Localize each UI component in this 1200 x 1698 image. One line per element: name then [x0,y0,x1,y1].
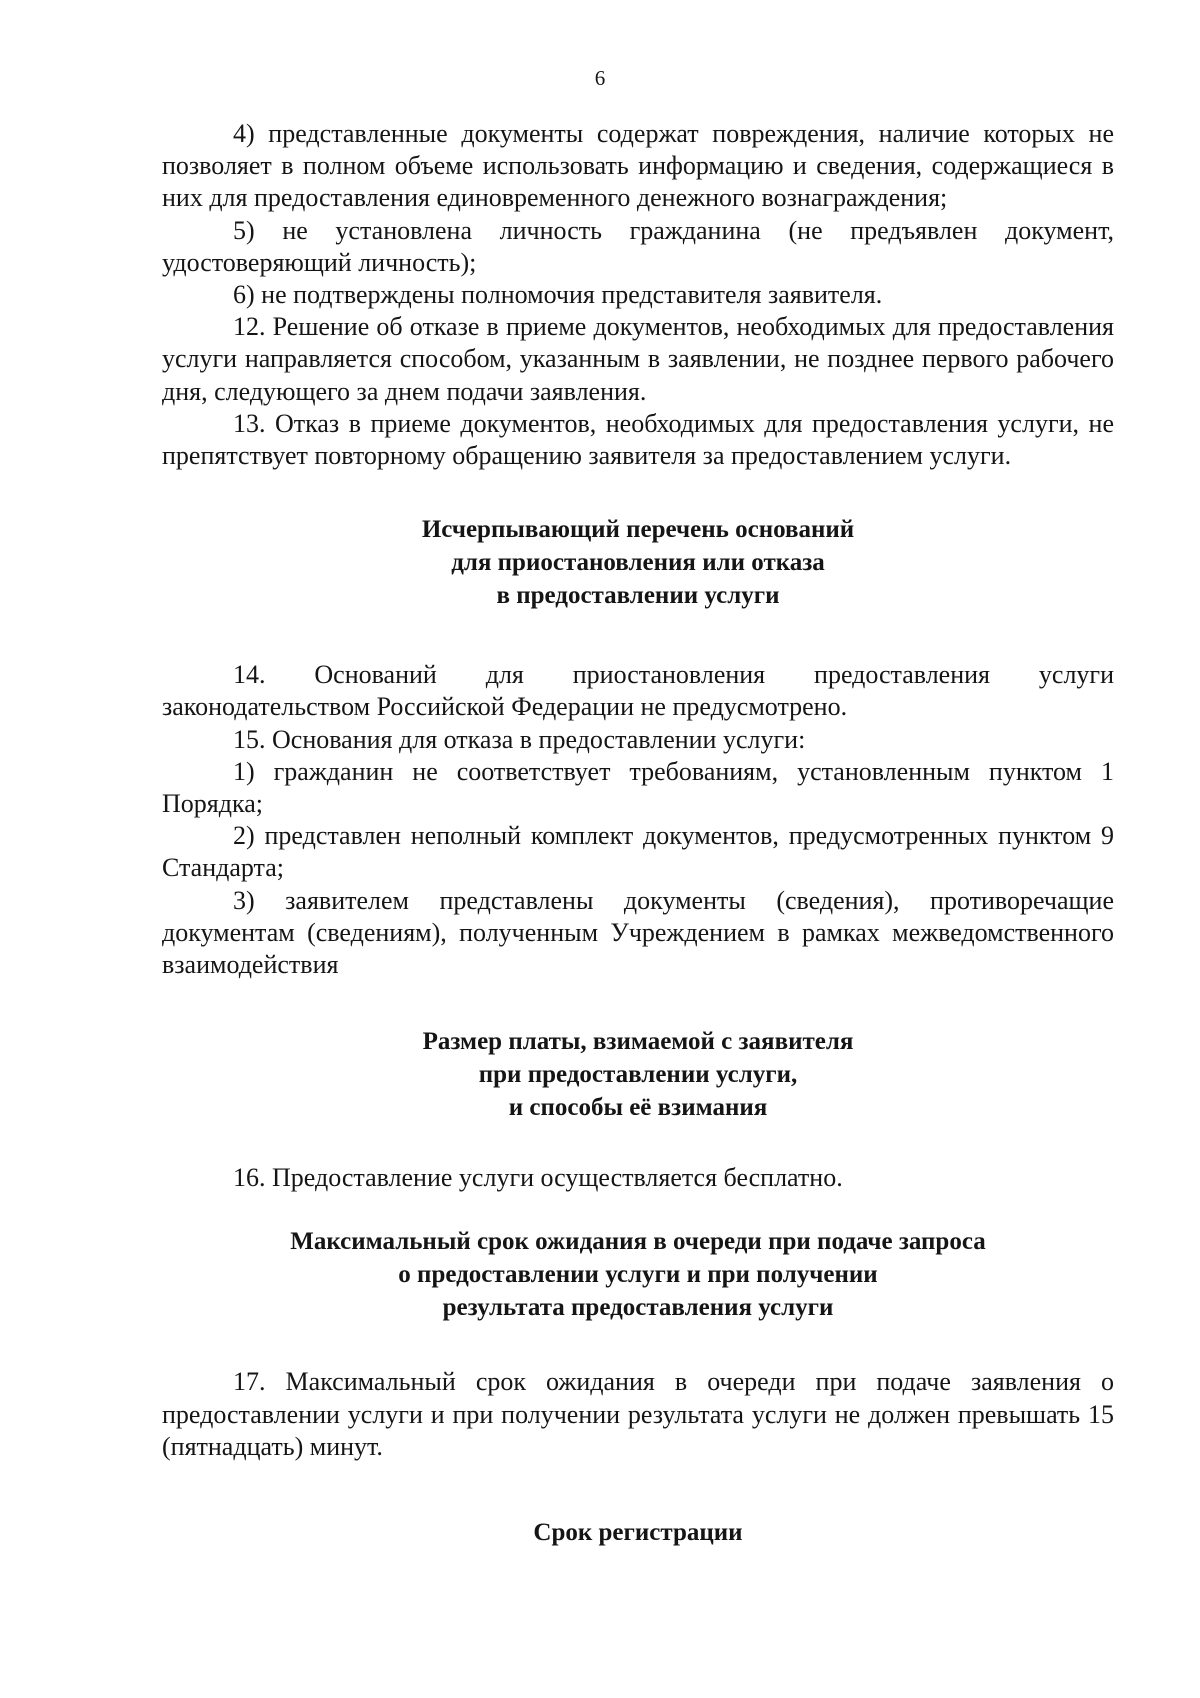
paragraph-15: 15. Основания для отказа в предоставлении услуги: [233,724,806,754]
list-item-5: 5) не установлена личность гражданина (не предъявлен документ, удостоверяющий личность); [162,215,1114,277]
list-item-2: 2) представлен неполный комплект документов, предусмотренных пунктом 9 Стандарта; [162,821,1114,883]
list-item-4: 4) представленные документы содержат повреждения, наличие которых не позволяет в полном объеме использовать информацию и сведения, содержащиеся в них для предоставления единовременного денежного вознаграждения; [162,119,1114,213]
page-number: 6 [594,66,606,90]
paragraph-13: 13. Отказ в приеме документов, необходимых для предоставления услуги, не препятствует повторному обращению заявителя за предоставлением услуги. [162,408,1114,471]
list-item-3: 3) заявителем представлены документы (сведения), противоречащие документам (сведениям), полученным Учреждением в рамках межведомственного взаимодействия [162,885,1114,980]
paragraph-16: 16. Предоставление услуги осуществляется бесплатно. [233,1163,843,1193]
document-body [162,118,1114,1549]
paragraph-17: 17. Максимальный срок ожидания в очереди при подаче заявления о предоставлении услуги и при получении результата услуги не должен превышать 15 (пятнадцать) минут. [162,1367,1114,1461]
section-heading-fee: Размер платы, взимаемой с заявителя при предоставлении услуги, и способы её взимания [422,1028,854,1122]
paragraph-14: 14. Оснований для приостановления предоставления услуги законодательством Российской Федерации не предусмотрено. [162,660,1114,722]
section-heading-grounds: Исчерпывающий перечень оснований для приостановления или отказа в предоставлении услуги [421,516,855,610]
section-heading-registration: Срок регистрации [533,1519,743,1547]
section-heading-waiting-time: Максимальный срок ожидания в очереди при подаче запроса о предоставлении услуги и при получении результата предоставления услуги [290,1228,986,1322]
list-item-1: 1) гражданин не соответствует требованиям, установленным пунктом 1 Порядка; [162,756,1114,819]
paragraph-12: 12. Решение об отказе в приеме документов, необходимых для предоставления услуги направляется способом, указанным в заявлении, не позднее первого рабочего дня, следующего за днем подачи заявления. [162,312,1114,406]
list-item-6: 6) не подтверждены полномочия представителя заявителя. [233,280,883,310]
